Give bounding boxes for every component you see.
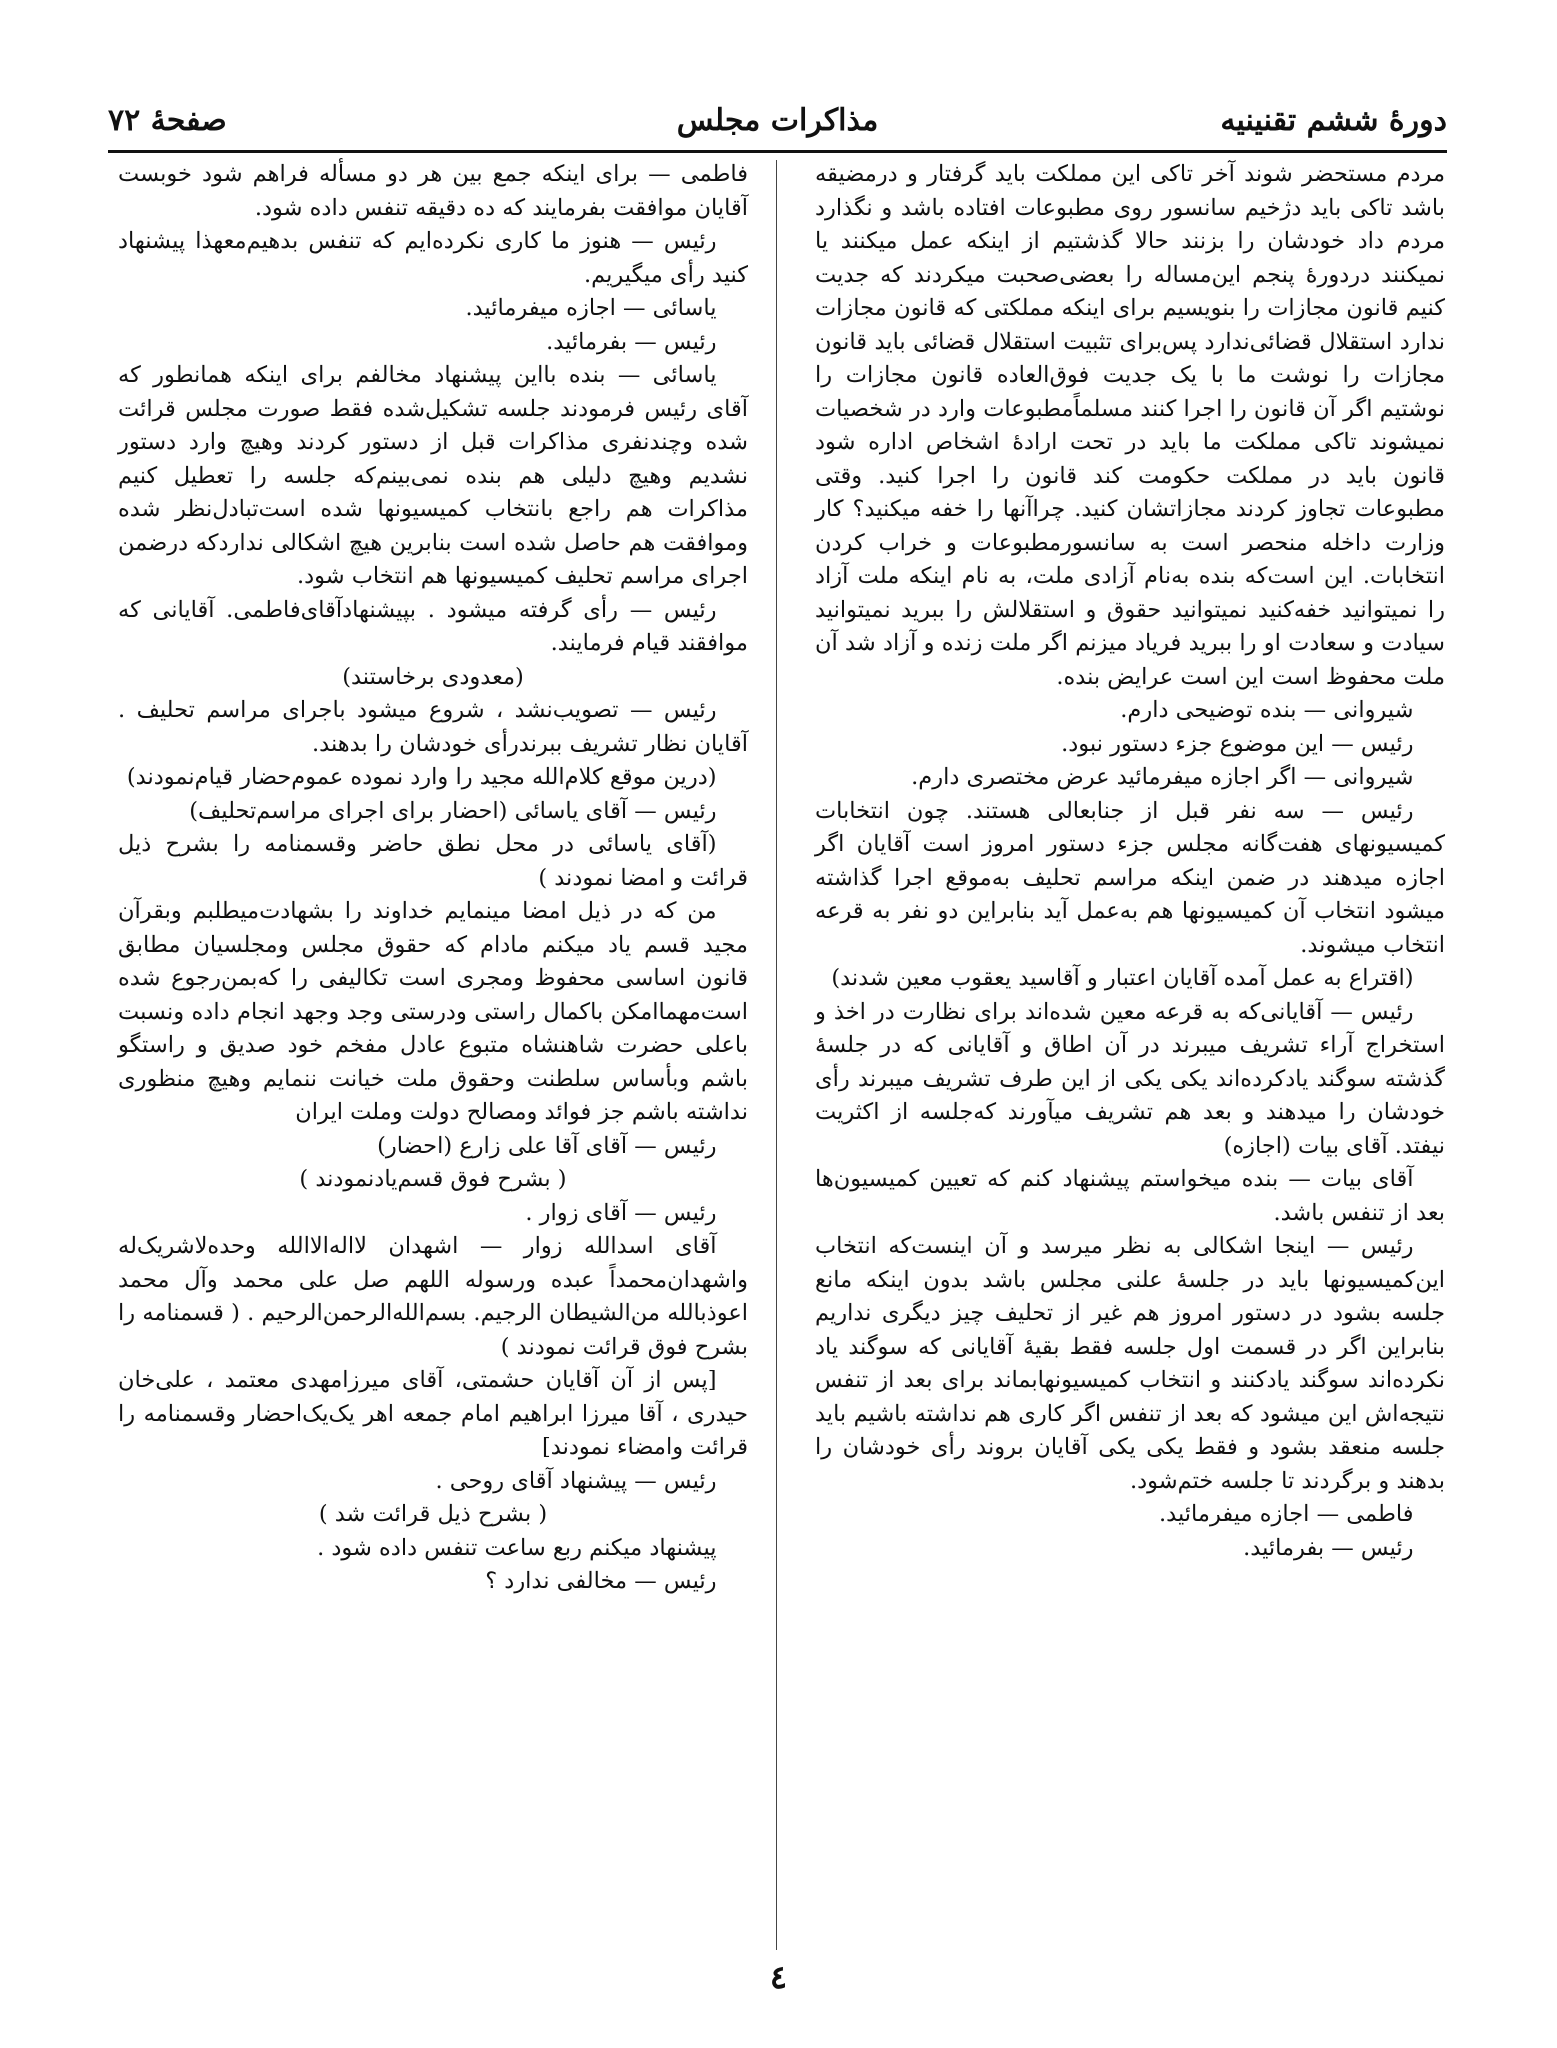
paragraph: رئیس — هنوز ما کاری نکرده‌ایم که تنفس بدهیم‌معهذا پیشنهاد کنید رأی میگیریم. [118,228,748,288]
paragraph: رئیس — رأی گرفته میشود . بپیشنهادآقای‌فاطمی. آقایانی که موافقند قیام فرمایند. [118,596,748,656]
paragraph: رئیس — بفرمائید. [546,328,717,355]
paragraph: ( بشرح فوق قسم‌یادنمودند ) [299,1166,567,1192]
paragraph: فاطمی — برای اینکه جمع بین هر دو مسأله فراهم شود خوبست آقایان موافقت بفرمایند که ده دقیقه تنفس داده شود. [118,161,748,221]
publication-title: مذاکرات مجلس [676,102,879,138]
column-divider [776,160,777,1950]
paragraph: رئیس — آقای یاسائی (احضار برای اجرای مراسم‌تحلیف) [189,797,717,824]
paragraph: (آقای یاسائی در محل نطق حاضر وقسمنامه را بشرح ذیل قرائت و امضا نمودند ) [118,831,748,891]
paragraph: آقای اسدالله زوار — اشهدان لااله‌الاالله وحده‌لاشریک‌له واشهدان‌محمداً عبده ورسوله اللهم صل علی محمد وآل محمد اعوذبالله من‌الشیطان الرجیم. بسم‌الله‌الرحمن‌الرحیم . ( قسمنامه را بشرح فوق قرائت نمودند ) [118,1233,748,1360]
paragraph: (اقتراع به عمل آمده آقایان اعتبار و آقاسید یعقوب معین شدند) [831,965,1414,991]
session-title: دورهٔ ششم تقنینیه [1220,102,1447,138]
paragraph: رئیس — آقای آقا علی زارع (احضار) [377,1132,717,1159]
paragraph: یاسائی — اجازه میفرمائید. [465,295,717,321]
paragraph: شیروانی — اگر اجازه میفرمائید عرض مختصری دارم. [911,764,1414,790]
page-label: صفحهٔ ۷۲ [108,102,227,138]
paragraph: رئیس — تصویب‌نشد ، شروع میشود باجرای مراسم تحلیف . آقایان نظار تشریف ببرندرأی خودشان را بدهند. [118,697,748,757]
paragraph: مردم مستحضر شوند آخر تاکی این مملکت باید گرفتار و درمضیقه باشد تاکی باید دژخیم سانسور روی مطبوعات افتاده باشد و نگذارد مردم داد خودشان را بزنند حالا گذشتیم از اینکه عمل میکنند یا نمیکنند دردورهٔ پنجم این‌مساله را بعضی‌صحبت میکردند که جدیت کنیم قانون مجازات را بنویسیم برای اینکه مملکتی که قانون مجازات ندارد استقلال قضائی‌ندارد پس‌برای تثبیت استقلال قضائی باید قانون مجازات را نوشت ما با یک جدیت فوق‌العاده قانون مجازات را نوشتیم اگر آن قانون را اجرا کنند مسلماً‌مطبوعات وارد در شخصیات نمیشوند تاکی مملکت ما باید در تحت ارادهٔ اشخاص اداره شود قانون باید در مملکت حکومت کند قانون را اجرا کنید. وقتی مطبوعات تجاوز کردند مجازاتشان کنید. چراآنها را خفه میکنید؟ کار وزارت داخله منحصر است به سانسورمطبوعات و خراب کردن انتخابات. این است‌که بنده به‌نام آزادی ملت، به نام اینکه ملت آزاد را نمیتوانید خفه‌کنید نمیتوانید حقوق و استقلالش را ببرید نمیتوانید سیادت و سعادت او را ببرید فریاد میزنم اگر ملت زنده و آزاد شد آن ملت محفوظ است این است عرایض بنده. [815,161,1445,690]
paragraph: رئیس — آقای زوار . [525,1199,717,1226]
paragraph: (درین موقع کلام‌الله مجید را وارد نموده عموم‌حضار قیام‌نمودند) [126,764,717,790]
left-column [118,158,748,1599]
paragraph: رئیس — آقایانی‌که به قرعه معین شده‌اند برای نظارت در اخذ و استخراج آراء تشریف میبرند در آن اطاق و آقایانی که در جلسهٔ گذشته سوگند یادکرده‌اند یکی یکی از این طرف تشریف میبرند رأی خودشان را میدهند و بعد هم تشریف میآورند که‌جلسه از اکثریت نیفتد. آقای بیات (اجازه) [815,998,1445,1159]
header-rule [108,150,1447,153]
paragraph: فاطمی — اجازه میفرمائید. [1159,1501,1414,1527]
paragraph: [پس از آن آقایان حشمتی، آقای میرزامهدی معتمد ، علی‌خان حیدری ، آقا میرزا ابراهیم امام جمعه اهر یک‌یک‌احضار وقسمنامه را قرائت وامضاء نمودند] [118,1367,748,1460]
paragraph: رئیس — مخالفی ندارد ؟ [485,1568,717,1594]
paragraph: (معدودی برخاستند) [342,663,524,690]
paragraph: رئیس — پیشنهاد آقای روحی . [435,1467,717,1494]
page-header [108,98,1447,142]
page-number: ٤ [769,1958,788,1996]
paragraph: رئیس — سه نفر قبل از جنابعالی هستند. چون انتخابات کمیسیونهای هفت‌گانه مجلس جزء دستور امروز است آقایان اگر اجازه میدهند در ضمن اینکه مراسم تحلیف به‌موقع اجرا گذاشته میشود انتخاب آن کمیسیونها هم به‌عمل آید بنابراین دو نفر به قرعه انتخاب میشوند. [815,797,1445,958]
paragraph: پیشنهاد میکنم ربع ساعت تنفس داده شود . [317,1534,717,1561]
paragraph: رئیس — این موضوع جزء دستور نبود. [1061,730,1414,757]
right-column [815,158,1445,1565]
paragraph: من که در ذیل امضا مینمایم خداوند را بشهادت‌میطلبم وبقرآن مجید قسم یاد میکنم مادام که حقوق مجلس ومجلسیان مطابق قانون اساسی محفوظ ومجری است تکالیفی را که‌بمن‌رجوع شده است‌مهماامکن باکمال راستی ودرستی وجد وجهد انجام داده ونسبت باعلی حضرت شاهنشاه متبوع عادل مفخم خود صدیق و راستگو باشم وبأساس سلطنت وحقوق ملت خیانت ننمایم وهیچ منظوری نداشته باشم جز فوائد ومصالح دولت وملت ایران [118,898,748,1125]
paragraph: رئیس — اینجا اشکالی به نظر میرسد و آن اینست‌که انتخاب این‌کمیسیونها باید در جلسهٔ علنی مجلس باشد بدون اینکه مانع جلسه بشود در دستور امروز هم غیر از تحلیف چیز دیگری نداریم بنابراین اگر در قسمت اول جلسه فقط بقیهٔ آقایانی که سوگند یاد نکرده‌اند سوگند یادکنند و انتخاب کمیسیونها‌بماند برای بعد از تنفس نتیجه‌اش این میشود که بعد از تنفس اگر کاری هم نداشته باشیم باید جلسه منعقد بشود و فقط یکی یکی آقایان بروند رأی خودشان را بدهند و برگردند تا جلسه ختم‌شود. [815,1233,1445,1494]
paragraph: یاسائی — بنده بااین پیشنهاد مخالفم برای اینکه همانطور که آقای رئیس فرمودند جلسه تشکیل‌شده فقط صورت مجلس قرائت شده وچندنفری مذاکرات قبل از دستور کردند وهیچ وارد دستور نشدیم وهیچ دلیلی هم بنده نمی‌بینم‌که جلسه را تعطیل کنیم مذاکرات هم راجع بانتخاب کمیسیونها شده است‌تبادل‌نظر شده وموافقت هم حاصل شده است بنابرین هیچ اشکالی ندارد‌که درضمن اجرای مراسم تحلیف کمیسیونها هم انتخاب شود. [118,362,748,589]
paragraph: ( بشرح ذیل قرائت شد ) [318,1501,548,1527]
paragraph: شیروانی — بنده توضیحی دارم. [1120,697,1414,723]
paragraph: آقای بیات — بنده میخواستم پیشنهاد کنم که تعیین کمیسیون‌ها بعد از تنفس باشد. [815,1166,1445,1226]
paragraph: رئیس — بفرمائید. [1243,1534,1414,1561]
